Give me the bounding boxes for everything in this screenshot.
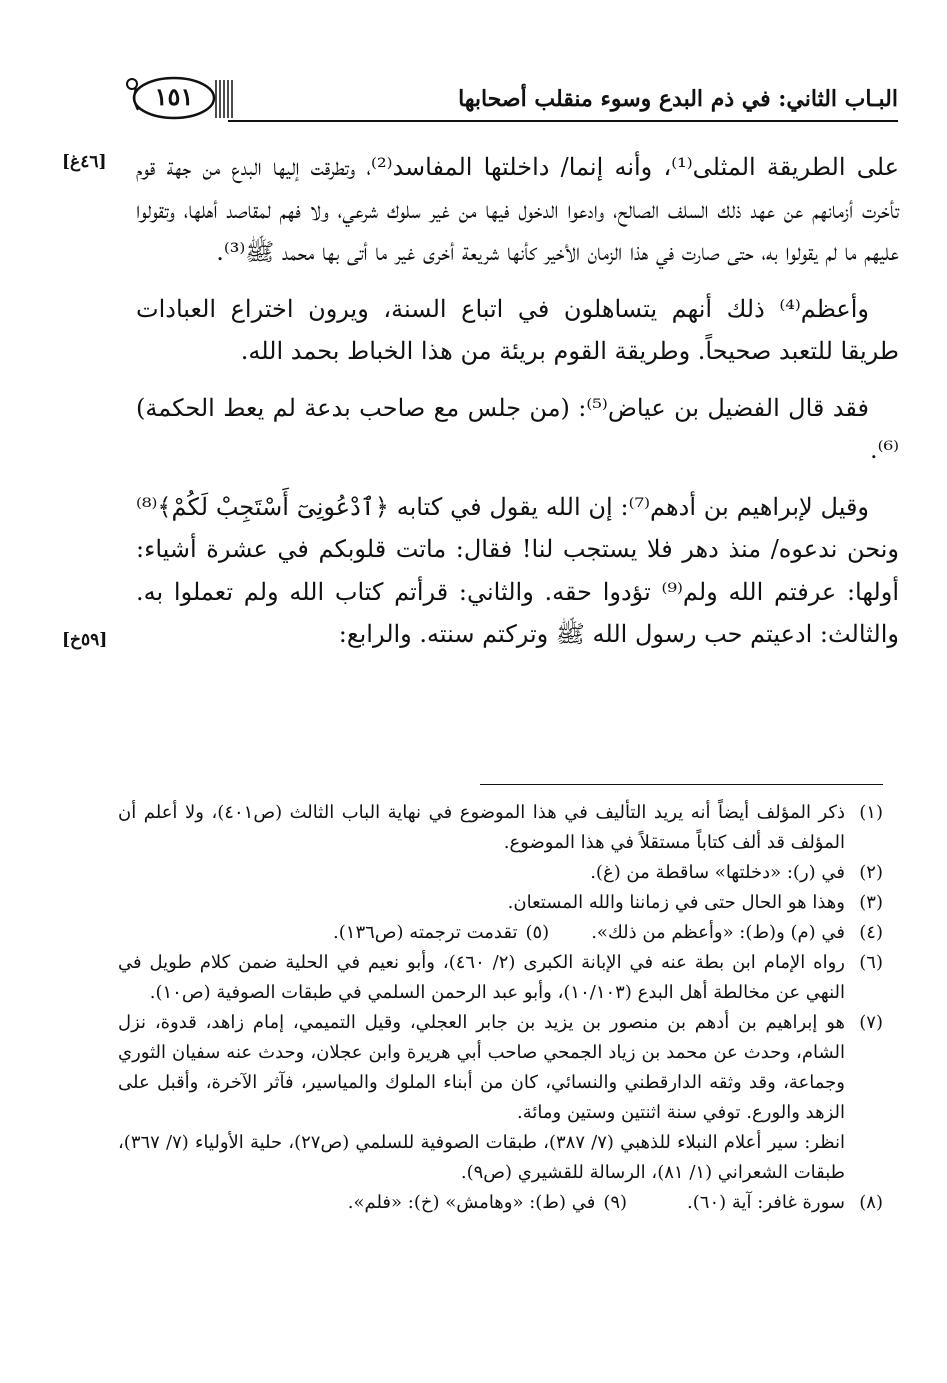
footnote bbox=[118, 858, 883, 888]
footnote-text: سورة غافر: آية (٦٠). bbox=[687, 1192, 845, 1213]
main-text bbox=[136, 146, 899, 670]
footnote-number: (٥) bbox=[525, 922, 550, 943]
folio-marker: [٤٦غ] bbox=[62, 152, 107, 172]
footnote-number: (١) bbox=[859, 802, 883, 823]
footnote-text: وهذا هو الحال حتى في زماننا والله المستعان. bbox=[507, 892, 845, 913]
footnote-pair bbox=[118, 918, 845, 948]
footnote-text: في (م) و(ط): «وأعظم من ذلك». bbox=[591, 922, 845, 943]
footnote bbox=[118, 798, 883, 858]
running-title: البـاب الثاني: في ذم البدع وسوء منقلب أصحابها bbox=[458, 86, 898, 112]
footnote-row bbox=[118, 1188, 883, 1218]
page-number: ١٥١ bbox=[154, 82, 194, 111]
paragraph: فقد قال الفضيل بن عياض⁽⁵⁾: (من جلس مع صاحب بدعة لم يعط الحكمة)⁽⁶⁾. bbox=[136, 393, 899, 464]
paragraph: على الطريقة المثلى⁽¹⁾، وأنه إنما/ داخلتها المفاسد⁽²⁾، وتطرقت إليها البدع من جهة قوم تأخرت أزمانهم عن عهد ذلك السلف الصالح، وادعوا الدخول فيها من غير سلوك شرعي، ولا فهم لمقاصد أهلها، وتقولوا عليهم ما لم يقولوا به، حتى صارت في هذا الزمان الأخير كأنها شريعة أخرى غير ما أتى بها محمد ﷺ⁽³⁾. bbox=[136, 153, 899, 266]
footnote bbox=[118, 888, 883, 918]
footnote-number: (٣) bbox=[859, 892, 883, 913]
footnote-text: رواه الإمام ابن بطة عنه في الإبانة الكبرى (٢/ ٤٦٠)، وأبو نعيم في الحلية ضمن كلام طويل في النهي عن مخالطة أهل البدع (١٠/١٠٣)، وأبو عبد الرحمن السلمي في طبقات الصوفية (ص١٠). bbox=[118, 952, 845, 1003]
footnote-reference-note: انظر: سير أعلام النبلاء للذهبي (٧/ ٣٨٧)، طبقات الصوفية للسلمي (ص٢٧)، حلية الأولياء (٧/ ٣٦٧)، طبقات الشعراني (١/ ٨١)، الرسالة للقشيري (ص٩). bbox=[118, 1132, 845, 1183]
paragraph: وأعظم⁽⁴⁾ ذلك أنهم يتساهلون في اتباع السنة، ويرون اختراع العبادات طريقا للتعبد صحيحاً. وطريقة القوم بريئة من هذا الخباط بحمد الله. bbox=[136, 294, 899, 365]
footnote-row bbox=[118, 918, 883, 948]
paragraph: وقيل لإبراهيم بن أدهم⁽⁷⁾: إن الله يقول في كتابه ﴿ٱدْعُونِىٓ أَسْتَجِبْ لَكُمْ﴾⁽⁸⁾ ونحن ندعوه/ منذ دهر فلا يستجب لنا! فقال: ماتت قلوبكم في عشرة أشياء: أولها: عرفتم الله ولم⁽⁹⁾ تؤدوا حقه. والثاني: قرأتم كتاب الله ولم تعملوا به. والثالث: ادعيتم حب رسول الله ﷺ وتركتم سنته. والرابع: bbox=[136, 492, 900, 648]
page-header bbox=[118, 68, 898, 128]
footnote-number: (٨) bbox=[859, 1192, 883, 1213]
footnote-number: (٤) bbox=[859, 922, 883, 943]
footnote-text: في (ط): «وهامش» (خ): «فلم». bbox=[347, 1192, 596, 1213]
footnote-number: (٢) bbox=[859, 862, 883, 883]
footnote-text: تقدمت ترجمته (ص١٣٦). bbox=[333, 922, 518, 943]
footnote-number: (٩) bbox=[603, 1192, 628, 1213]
footnote-number: (٦) bbox=[859, 952, 883, 973]
footnote-separator bbox=[480, 784, 883, 785]
footnote bbox=[118, 948, 883, 1008]
header-rule bbox=[228, 120, 898, 122]
page-number-ornament bbox=[118, 68, 238, 128]
footnote-text: هو إبراهيم بن أدهم بن منصور بن يزيد بن جابر العجلي، وقيل التميمي، إمام زاهد، قدوة، نزل الشام، وحدث عن محمد بن زياد الجمحي صاحب أبي هريرة وابن عجلان، وحدث عنه سفيان الثوري وجماعة، وقد وثقه الدارقطني والنسائي، كان من أبناء الملوك والمياسير، فآثر الآخرة، وأقبل على الزهد والورع. توفي سنة اثنتين وستين ومائة. bbox=[118, 1012, 845, 1123]
footnote-text: ذكر المؤلف أيضاً أنه يريد التأليف في هذا الموضوع في نهاية الباب الثالث (ص٤٠١)، ولا أعلم أن المؤلف قد ألف كتاباً مستقلاً في هذا الموضوع. bbox=[118, 802, 845, 853]
footnotes bbox=[118, 798, 883, 1218]
footnote bbox=[118, 1008, 883, 1128]
footnote-text: في (ر): «دخلتها» ساقطة من (غ). bbox=[590, 862, 845, 883]
footnote-pair bbox=[118, 1188, 845, 1218]
folio-marker: [٥٩خ] bbox=[62, 630, 108, 650]
footnote-number: (٧) bbox=[859, 1012, 883, 1033]
